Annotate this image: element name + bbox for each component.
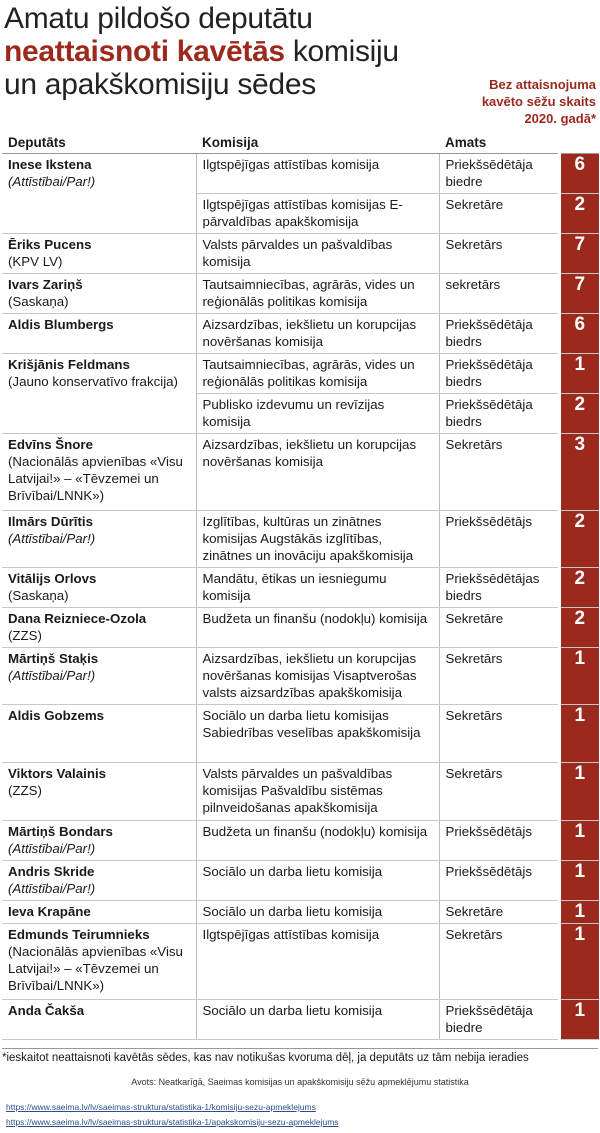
table-row: [2, 1000, 599, 1040]
deputy-cell: [2, 861, 196, 901]
table-row: [2, 821, 599, 861]
committee-cell: Sociālo un darba lietu komisija: [196, 901, 439, 924]
header-committee: Komisija: [196, 131, 439, 154]
position-cell: Sekretāre: [439, 608, 559, 648]
position-cell: Priekšsēdētāja biedre: [439, 1000, 559, 1040]
position-cell: Priekšsēdētājs: [439, 861, 559, 901]
position-cell: Priekšsēdētāja biedre: [439, 154, 559, 194]
deputy-cell: [2, 434, 196, 511]
position-cell: Priekšsēdētājs: [439, 821, 559, 861]
missed-count: 2: [559, 568, 599, 608]
committee-cell: Izglītības, kultūras un zinātnes komisijas Augstākās izglītības, zinātnes un inovāciju apakškomisija: [196, 511, 439, 568]
deputy-name: Aldis Blumbergs: [8, 317, 114, 332]
table-row: [2, 394, 599, 434]
missed-count: 7: [559, 274, 599, 314]
table-row: [2, 511, 599, 568]
source-note: Avots: Neatkarīgā, Saeimas komisijas un apakškomisiju sēžu apmeklējumu statistika: [131, 1077, 469, 1087]
count-header-line: 2020. gadā*: [524, 111, 596, 126]
table-row: [2, 274, 599, 314]
committee-cell: Mandātu, ētikas un iesniegumu komisija: [196, 568, 439, 608]
deputy-name: Aldis Gobzems: [8, 708, 105, 723]
missed-count: 1: [559, 861, 599, 901]
position-cell: sekretārs: [439, 274, 559, 314]
count-header-line: kavēto sēžu skaits: [481, 94, 596, 109]
count-header-line: Bez attaisnojuma: [489, 77, 596, 92]
deputy-name: Inese Ikstena: [8, 157, 92, 172]
table-row: [2, 568, 599, 608]
committee-cell: Ilgtspējīgas attīstības komisija: [196, 924, 439, 1000]
committee-cell: Ilgtspējīgas attīstības komisijas E-pārvaldības apakškomisija: [196, 194, 439, 234]
deputy-party: (Saskaņa): [8, 588, 69, 603]
position-cell: Sekretārs: [439, 924, 559, 1000]
deputy-cell: [2, 821, 196, 861]
committee-cell: Valsts pārvaldes un pašvaldības komisijas Pašvaldību sistēmas pilnveidošanas apakškomisija: [196, 763, 439, 821]
missed-count: 1: [559, 354, 599, 394]
deputy-name: Mārtiņš Bondars: [8, 824, 113, 839]
title-line-1: Amatu pildošo deputātu: [4, 2, 313, 35]
table-row: [2, 901, 599, 924]
deputy-cell: [2, 568, 196, 608]
deputy-cell: [2, 394, 196, 434]
missed-count: 6: [559, 314, 599, 354]
deputy-cell: [2, 705, 196, 763]
deputy-cell: [2, 648, 196, 705]
deputy-cell: [2, 1000, 196, 1040]
missed-count: 2: [559, 394, 599, 434]
position-cell: Priekšsēdētāja biedrs: [439, 314, 559, 354]
source-link[interactable]: https://www.saeima.lv/lv/saeimas-struktura/statistika-1/apakskomisiju-sezu-apmeklejums: [6, 1117, 339, 1127]
deputy-name: Ilmārs Dūrītis: [8, 514, 93, 529]
missed-count: 2: [559, 511, 599, 568]
deputy-cell: [2, 274, 196, 314]
deputy-name: Dana Reizniece-Ozola: [8, 611, 147, 626]
deputy-name: Ivars Zariņš: [8, 277, 83, 292]
table-header-row: [2, 131, 599, 154]
deputy-name: Edmunds Teirumnieks: [8, 927, 150, 942]
deputy-name: Vitālijs Orlovs: [8, 571, 97, 586]
position-cell: Priekšsēdētājs: [439, 511, 559, 568]
table-row: [2, 314, 599, 354]
position-cell: Sekretārs: [439, 648, 559, 705]
deputy-party: (Attīstībai/Par!): [8, 841, 96, 856]
table-row: [2, 608, 599, 648]
table-row: [2, 194, 599, 234]
title-line-2-rest: komisiju: [284, 35, 399, 68]
missed-count: 2: [559, 608, 599, 648]
missed-count: 1: [559, 705, 599, 763]
missed-count: 3: [559, 434, 599, 511]
position-cell: Sekretārs: [439, 763, 559, 821]
committee-cell: Sociālo un darba lietu komisija: [196, 1000, 439, 1040]
header-deputy: Deputāts: [2, 131, 196, 154]
position-cell: Sekretāre: [439, 194, 559, 234]
deputy-party: (Nacionālās apvienības «Visu Latvijai!» – «Tēvzemei un Brīvībai/LNNK»): [8, 454, 183, 503]
position-cell: Priekšsēdētāja biedrs: [439, 354, 559, 394]
committee-cell: Budžeta un finanšu (nodokļu) komisija: [196, 608, 439, 648]
deputy-name: Edvīns Šnore: [8, 437, 93, 452]
committee-cell: Tautsaimniecības, agrārās, vides un reģionālās politikas komisija: [196, 274, 439, 314]
committee-cell: Budžeta un finanšu (nodokļu) komisija: [196, 821, 439, 861]
deputy-cell: [2, 154, 196, 194]
deputy-name: Anda Čakša: [8, 1003, 85, 1018]
position-cell: Sekretārs: [439, 434, 559, 511]
title-highlight: neattaisnoti kavētās: [4, 35, 285, 68]
deputy-party: (Attīstībai/Par!): [8, 881, 96, 896]
committee-cell: Publisko izdevumu un revīzijas komisija: [196, 394, 439, 434]
table-row: [2, 648, 599, 705]
deputy-cell: [2, 234, 196, 274]
committee-cell: Aizsardzības, iekšlietu un korupcijas novēršanas komisija: [196, 434, 439, 511]
committee-cell: Sociālo un darba lietu komisija: [196, 861, 439, 901]
missed-count: 7: [559, 234, 599, 274]
deputy-party: (Jauno konservatīvo frakcija): [8, 374, 178, 389]
deputy-name: Viktors Valainis: [8, 766, 107, 781]
count-column-header: [466, 76, 596, 127]
deputy-party: (ZZS): [8, 628, 42, 643]
deputy-cell: [2, 763, 196, 821]
title-line-2: [4, 35, 484, 68]
deputy-party: (Attīstībai/Par!): [8, 531, 96, 546]
header-position: Amats: [439, 131, 559, 154]
table-row: [2, 705, 599, 763]
table-body: [2, 154, 599, 1040]
deputy-party: (Saskaņa): [8, 294, 69, 309]
deputy-party: (Attīstībai/Par!): [8, 668, 96, 683]
deputy-cell: [2, 511, 196, 568]
missed-count: 1: [559, 821, 599, 861]
title-line-3: un apakškomisiju sēdes: [4, 68, 316, 101]
table-row: [2, 234, 599, 274]
position-cell: Sekretāre: [439, 901, 559, 924]
position-cell: Priekšsēdētājas biedrs: [439, 568, 559, 608]
deputy-cell: [2, 194, 196, 234]
committee-cell: Sociālo un darba lietu komisijas Sabiedrības veselības apakškomisija: [196, 705, 439, 763]
deputy-cell: [2, 608, 196, 648]
missed-count: 1: [559, 763, 599, 821]
deputy-party: (ZZS): [8, 783, 42, 798]
committee-cell: Aizsardzības, iekšlietu un korupcijas novēršanas komisija: [196, 314, 439, 354]
source-link[interactable]: https://www.saeima.lv/lv/saeimas-struktura/statistika-1/komisiju-sezu-apmeklejums: [6, 1102, 316, 1112]
table-row: [2, 924, 599, 1000]
page-title: [4, 2, 484, 101]
committee-cell: Valsts pārvaldes un pašvaldības komisija: [196, 234, 439, 274]
deputy-name: Ieva Krapāne: [8, 904, 91, 919]
position-cell: Sekretārs: [439, 705, 559, 763]
header-count: [559, 131, 599, 154]
missed-count: 6: [559, 154, 599, 194]
position-cell: Sekretārs: [439, 234, 559, 274]
table-row: [2, 434, 599, 511]
deputy-cell: [2, 314, 196, 354]
deputy-name: Krišjānis Feldmans: [8, 357, 130, 372]
position-cell: Priekšsēdētāja biedrs: [439, 394, 559, 434]
deputy-name: Mārtiņš Staķis: [8, 651, 99, 666]
deputy-party: (KPV LV): [8, 254, 63, 269]
deputy-cell: [2, 924, 196, 1000]
deputy-party: (Attīstībai/Par!): [8, 174, 96, 189]
deputy-cell: [2, 901, 196, 924]
deputy-cell: [2, 354, 196, 394]
table-row: [2, 354, 599, 394]
committee-cell: Tautsaimniecības, agrārās, vides un reģionālās politikas komisija: [196, 354, 439, 394]
table-row: [2, 763, 599, 821]
committee-cell: Aizsardzības, iekšlietu un korupcijas novēršanas komisijas Visaptverošas valsts aizsardzības apakškomisija: [196, 648, 439, 705]
missed-count: 1: [559, 924, 599, 1000]
deputy-name: Andris Skride: [8, 864, 95, 879]
committee-cell: Ilgtspējīgas attīstības komisija: [196, 154, 439, 194]
table-row: [2, 154, 599, 194]
missed-count: 1: [559, 901, 599, 924]
table-row: [2, 861, 599, 901]
attendance-table: [2, 131, 599, 1040]
deputy-party: (Nacionālās apvienības «Visu Latvijai!» – «Tēvzemei un Brīvībai/LNNK»): [8, 944, 183, 993]
missed-count: 2: [559, 194, 599, 234]
deputy-name: Ēriks Pucens: [8, 237, 92, 252]
missed-count: 1: [559, 648, 599, 705]
missed-count: 1: [559, 1000, 599, 1040]
footnote: *ieskaitot neattaisnoti kavētās sēdes, kas nav notikušas kvoruma dēļ, ja deputāts uz tām nebija ieradies: [2, 1048, 598, 1065]
